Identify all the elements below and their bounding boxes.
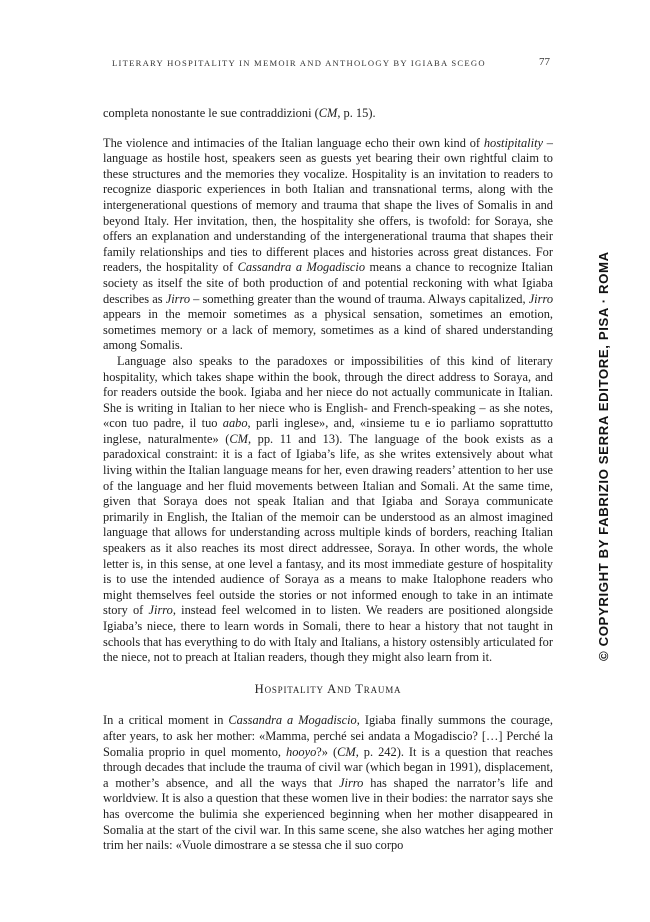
italic-term: CM (337, 744, 356, 759)
page-number: 77 (539, 56, 550, 68)
italic-term: CM (318, 106, 338, 120)
paragraph-language-paradox: Language also speaks to the paradoxes or impossibilities of this kind of literary hospitality, which takes shape within the book, through the direct address to Soraya, and for readers outside the book. Igiaba and her niece do not actually communicate in Italian. She is writing in Italian to her niece who is English- and French-speaking – as she notes, «con tuo padre, il tuo aabo, parli inglese», and, «insieme tu e io parliamo soprattutto inglese, naturalmente» (CM, pp. 11 and 13). The language of the book exists as a paradoxical constraint: it is a fact of Igiaba’s life, as she writes extensively about what living within the Italian language means for her, even drawing readers’ attention to her use of the language and her fluid movements between Italian and Somali. At the same time, given that Soraya does not speak Italian and that Igiaba and Soraya communicate primarily in English, the Italian of the memoir can be understood as an almost imagined language that allows for understanding across multiple kinds of borders, reaching Italian speakers as it also reaches its most direct addressee, Soraya. In other words, the whole letter is, in this sense, at one level a fantasy, and its most immediate gesture of hospitality is to use the intended audience of Soraya as a means to make Italophone readers who might themselves feel outside the stories or not informed enough to take in an intimate story of Jirro, instead feel welcomed in to listen. We readers are positioned alongside Igiaba’s niece, there to learn words in Somali, there to hear a history that not taught in schools that has everything to do with Italy and Italians, a history ostensibly articulated for the niece, not to preach at Italian readers, though they might also learn from it. (103, 353, 553, 665)
paragraph-hostipitality: The violence and intimacies of the Italian language echo their own kind of hostipitality – language as hostile host, speakers seen as guests yet bearing their own rightful claim to these structures and the memories they vocalize. Hospitality is an invitation to readers to recognize diasporic experiences in both Italian and transnational terms, along with the intergenerational questions of memory and trauma that shape the lives of Somalis in and beyond Italy. Her invitation, then, the hospitality she offers, is twofold: for Soraya, she offers an explanation and understanding of the intergenerational trauma that shapes their family relationships and ties to different places and histories across great distances. For readers, the hospitality of Cassandra a Mogadiscio means a chance to recognize Italian society as itself the site of both production of and potential reckoning with what Igiaba describes as Jirro – something greater than the wound of trauma. Always capitalized, Jirro appears in the memoir sometimes as a physical sensation, sometimes an emotion, sometimes memory or a lack of memory, sometimes as a kind of shared understanding among Somalis. (103, 135, 554, 353)
italic-term: Jirro (165, 291, 191, 306)
italic-term: Cassandra a Mogadiscio (228, 713, 357, 728)
italic-term: aabo (222, 416, 248, 431)
body-text (103, 106, 553, 854)
italic-term: hooyo (286, 744, 317, 759)
italic-term: hostipitality (483, 135, 544, 150)
copyright-notice: © COPYRIGHT BY FABRIZIO SERRA EDITORE, PISA · ROMA (596, 251, 611, 661)
italic-term: Jirro (339, 775, 364, 790)
paragraph-critical-moment: In a critical moment in Cassandra a Mogadiscio, Igiaba finally summons the courage, after years, to ask her mother: «Mamma, perché sei andata a Mogadiscio? […] Perché la Somalia proprio in quel momento, hooyo?» (CM, p. 242). It is a question that reaches through decades that include the trauma of civil war (which began in 1991), displacement, a mother’s absence, and all the ways that Jirro has shaped the narrator’s life and worldview. It is also a question that these women live in their bodies: the narrator says she has overcome the bulimia she experienced beginning when her mother disappeared in Somalia at the start of the civil war. In this same scene, she also watches her aging mother trim her nails: «Vuole dimostrare a se stessa che il suo corpo (103, 713, 554, 853)
paragraph-continuation: completa nonostante le sue contraddizioni (CM, p. 15). (103, 106, 376, 120)
italic-term: Cassandra a Mogadiscio (237, 260, 366, 275)
running-head-title: LITERARY HOSPITALITY IN MEMOIR AND ANTHOLOGY BY IGIABA SCEGO (112, 58, 486, 68)
section-heading: Hospitality And Trauma (254, 681, 402, 696)
italic-term: Jirro (528, 291, 554, 306)
italic-term: Jirro (148, 603, 173, 618)
running-head (112, 57, 550, 71)
italic-term: CM (229, 431, 248, 446)
